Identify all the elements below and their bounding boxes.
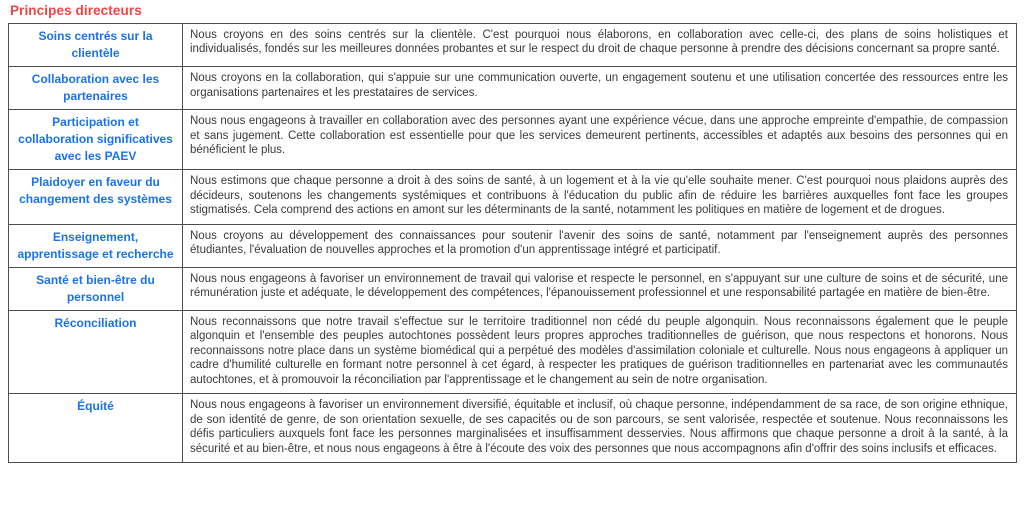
- table-row: [9, 224, 1017, 267]
- principle-name: Équité: [9, 394, 183, 463]
- principle-name: Réconciliation: [9, 310, 183, 393]
- principle-description: Nous croyons en la collaboration, qui s'appuie sur une communication ouverte, un engagement soutenu et une utilisation concertée des ressources entre les organisations partenaires et les prestataires de services.: [183, 67, 1017, 110]
- principle-name: Enseignement, apprentissage et recherche: [9, 224, 183, 267]
- principle-name: Participation et collaboration significatives avec les PAEV: [9, 110, 183, 170]
- page-title: Principes directeurs: [10, 3, 142, 18]
- table-row: [9, 170, 1017, 224]
- table-row: [9, 110, 1017, 170]
- principle-description: Nous nous engageons à favoriser un environnement diversifié, équitable et inclusif, où chaque personne, indépendamment de sa race, de son origine ethnique, de son identité de genre, de son orientation sexuelle, de ses capacités ou de son parcours, se sent valorisée, respectée et soutenue. Nous reconnaissons les défis particuliers auxquels font face les personnes marginalisées et insuffisamment desservies. Nous affirmons que chaque personne a droit à la santé, à la sécurité et au bien-être, et nous nous engageons à être à l'écoute des voix des personnes que nous accompagnons afin d'offrir des soins inclusifs et efficaces.: [183, 394, 1017, 463]
- principle-description: Nous nous engageons à favoriser un environnement de travail qui valorise et respecte le personnel, en s'appuyant sur une culture de soins et de sécurité, une rémunération juste et adéquate, le développement des compétences, l'épanouissement professionnel et une responsabilité partagée en matière de bien-être.: [183, 267, 1017, 310]
- principle-name: Plaidoyer en faveur du changement des systèmes: [9, 170, 183, 224]
- table-row: [9, 67, 1017, 110]
- principle-description: Nous croyons en des soins centrés sur la clientèle. C'est pourquoi nous élaborons, en collaboration avec celle-ci, des plans de soins holistiques et individualisés, fondés sur les meilleures données probantes et sur le respect du droit de chaque personne à prendre des décisions concernant sa propre santé.: [183, 24, 1017, 67]
- table-row: [9, 267, 1017, 310]
- table-row: [9, 310, 1017, 393]
- principles-table: [8, 23, 1017, 463]
- principle-name: Soins centrés sur la clientèle: [9, 24, 183, 67]
- principles-table-body: [9, 24, 1017, 463]
- principle-description: Nous reconnaissons que notre travail s'effectue sur le territoire traditionnel non cédé du peuple algonquin. Nous reconnaissons également que le peuple algonquin et l'ensemble des peuples autochtones possèdent leurs propres approches traditionnelles de guérison, que nous respectons et honorons. Nous reconnaissons notre place dans un système biomédical qui a perpétué des modèles d'assimilation coloniale et culturelle. Nous nous engageons à appliquer un cadre d'humilité culturelle en formant notre personnel à cet égard, à respecter les pratiques de guérison traditionnelles en partenariat avec les communautés autochtones, et à promouvoir la réconciliation par l'apprentissage et le changement au sein de notre organisation.: [183, 310, 1017, 393]
- table-row: [9, 394, 1017, 463]
- table-row: [9, 24, 1017, 67]
- principle-name: Santé et bien-être du personnel: [9, 267, 183, 310]
- principle-description: Nous croyons au développement des connaissances pour soutenir l'avenir des soins de santé, notamment par l'enseignement auprès des personnes étudiantes, l'évaluation de nouvelles approches et la promotion d'un apprentissage intégré et participatif.: [183, 224, 1017, 267]
- principle-name: Collaboration avec les partenaires: [9, 67, 183, 110]
- principle-description: Nous nous engageons à travailler en collaboration avec des personnes ayant une expérience vécue, dans une approche empreinte d'empathie, de compassion et sans jugement. Cette collaboration est essentielle pour que les services demeurent pertinents, accessibles et adaptés aux besoins des personnes qui en bénéficient le plus.: [183, 110, 1017, 170]
- principle-description: Nous estimons que chaque personne a droit à des soins de santé, à un logement et à la vie qu'elle souhaite mener. C'est pourquoi nous plaidons auprès des décideurs, soutenons les changements systémiques et contribuons à l'éducation du public afin de réduire les barrières auxquelles font face les groupes stigmatisés. Cela comprend des actions en amont sur les déterminants de la santé, notamment les politiques en matière de logement et de drogues.: [183, 170, 1017, 224]
